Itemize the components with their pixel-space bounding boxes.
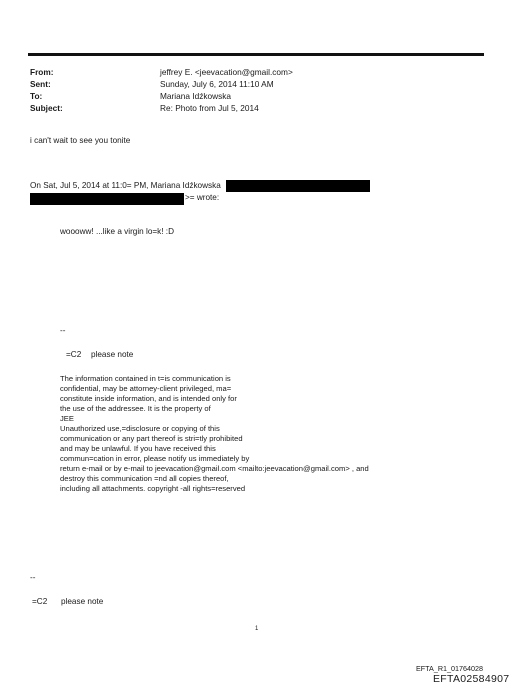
- disclaimer-line: The information contained in t=is communication is: [60, 374, 231, 383]
- subject-value: Re: Photo from Jul 5, 2014: [160, 103, 259, 113]
- signature-dash: --: [30, 573, 36, 582]
- disclaimer-line: commun=cation in error, please notify us immediately by: [60, 454, 250, 463]
- sent-value: Sunday, July 6, 2014 11:10 AM: [160, 79, 274, 89]
- note-prefix: =C2: [66, 350, 82, 359]
- signature-dash: --: [60, 326, 66, 335]
- quote-attribution-line1: On Sat, Jul 5, 2014 at 11:0= PM, Mariana Idźkowska: [30, 181, 221, 190]
- note-text: please note: [91, 350, 134, 359]
- disclaimer-line: return e-mail or by e-mail to jeevacation@gmail.com <mailto:jeevacation@gmail.com> , and: [60, 464, 369, 473]
- note-prefix: =C2: [32, 597, 48, 606]
- bates-id-secondary: EFTA_R1_01764028: [416, 664, 483, 673]
- note-text: please note: [61, 597, 104, 606]
- from-value: jeffrey E. <jeevacation@gmail.com>: [160, 67, 293, 77]
- sent-label: Sent:: [30, 79, 51, 89]
- message-text: i can't wait to see you tonite: [30, 136, 131, 145]
- quoted-message: woooww! ...like a virgin lo=k! :D: [60, 227, 174, 236]
- redaction-bar: [30, 193, 184, 205]
- disclaimer-paragraph: [60, 374, 369, 494]
- disclaimer-line: the use of the addressee. It is the property of: [60, 404, 211, 413]
- disclaimer-line: confidential, may be attorney-client privileged, ma=: [60, 384, 232, 393]
- disclaimer-line: and may be unlawful. If you have received this: [60, 444, 216, 453]
- bates-id-primary: EFTA02584907: [433, 673, 510, 685]
- header-rule: [28, 53, 484, 56]
- disclaimer-line: communication or any part thereof is stri=tly prohibited: [60, 434, 243, 443]
- quote-attribution-line2: >= wrote:: [185, 193, 220, 202]
- subject-label: Subject:: [30, 103, 63, 113]
- disclaimer-line: Unauthorized use,=disclosure or copying of this: [60, 424, 220, 433]
- to-value: Mariana Idźkowska: [160, 91, 232, 101]
- redaction-bar: [226, 180, 370, 192]
- page-number: 1: [255, 626, 259, 632]
- from-label: From:: [30, 67, 54, 77]
- disclaimer-line: including all attachments. copyright -all rights=reserved: [60, 484, 246, 493]
- to-label: To:: [30, 91, 43, 101]
- disclaimer-line: destroy this communication =nd all copies thereof,: [60, 474, 229, 483]
- disclaimer-line: constitute inside information, and is intended only for: [60, 394, 237, 403]
- disclaimer-line: JEE: [60, 414, 74, 423]
